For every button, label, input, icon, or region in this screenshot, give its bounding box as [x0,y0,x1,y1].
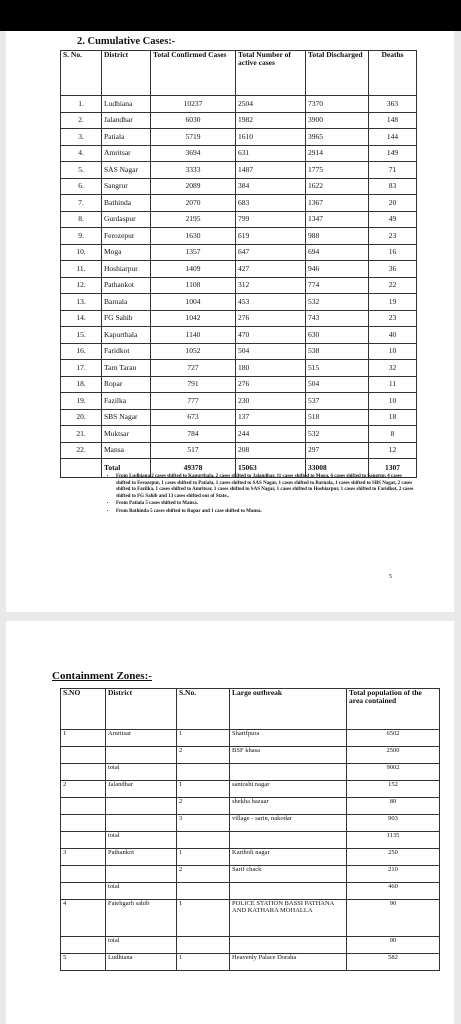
table-cell: Amritsar [106,730,177,747]
table-cell: 17. [61,360,102,377]
table-cell: 208 [236,442,306,459]
table-cell: Mansa [102,442,151,459]
table-cell: 18 [369,409,417,426]
table-cell: 791 [151,376,236,393]
table-row [61,129,417,146]
notes-list [104,474,416,516]
containment-zones-heading: Containment Zones:- [52,670,152,682]
table-cell [61,815,106,832]
table-row [61,294,417,311]
table-cell: 2 [177,747,230,764]
table-cell: 36 [369,261,417,278]
table-row [61,211,417,228]
table-cell: 1622 [306,178,369,195]
table-cell: 2914 [306,145,369,162]
table-cell [61,747,106,764]
total-cell: Total [102,459,151,478]
table-row [61,360,417,377]
table-cell: 20 [369,195,417,212]
table-cell: 3965 [306,129,369,146]
table-cell: 83 [369,178,417,195]
note-item: • From Patiala 5 cases shifted to Mansa. [116,501,416,508]
note-item: • From Bathinda 5 cases shifted to Ropar and 1 case shifted to Mansa. [116,509,416,516]
table-cell: 384 [236,178,306,195]
table-cell: Fazilka [102,393,151,410]
table-cell: 40 [369,327,417,344]
table-cell: 2 [61,781,106,798]
table-cell: 144 [369,129,417,146]
table-cell: 1042 [151,310,236,327]
col-deaths: Deaths [369,51,417,96]
table-cell: 1630 [151,228,236,245]
table-row [61,195,417,212]
table-cell: 784 [151,426,236,443]
table-cell: Sharifpura [230,730,347,747]
table-cell: Bathinda [102,195,151,212]
table-cell: 694 [306,244,369,261]
table-cell [230,883,347,900]
total-cell [61,459,102,478]
table-cell: 5719 [151,129,236,146]
table-cell: POLICE STATION BASSI PATHANA AND KATHARA MOHALLA [230,900,347,937]
table-cell: 1409 [151,261,236,278]
table-row [61,409,417,426]
table-row [61,261,417,278]
table-cell: 1982 [236,112,306,129]
table-cell: 532 [306,426,369,443]
table-cell: 80 [347,798,440,815]
table-cell: 5. [61,162,102,179]
table-cell: 903 [347,815,440,832]
table-header-row [61,689,440,730]
table-cell: 453 [236,294,306,311]
table-cell: shekha bazaar [230,798,347,815]
table-cell: Pathankot [102,277,151,294]
table-row [61,883,440,900]
table-row [61,343,417,360]
cumulative-cases-table [60,50,417,478]
table-cell: 14. [61,310,102,327]
table-row [61,112,417,129]
table-cell: 276 [236,376,306,393]
table-cell [106,866,177,883]
table-row [61,393,417,410]
table-cell: 13. [61,294,102,311]
table-cell: 5 [61,954,106,971]
table-cell: 21. [61,426,102,443]
table-cell: 6030 [151,112,236,129]
table-cell [177,832,230,849]
table-cell: Kartholi nagar [230,849,347,866]
table-row [61,277,417,294]
table-cell: 15. [61,327,102,344]
col-district: District [106,689,177,730]
table-cell: Gurdaspur [102,211,151,228]
table-cell [230,832,347,849]
table-cell: 18. [61,376,102,393]
table-cell: 9. [61,228,102,245]
table-cell: 2195 [151,211,236,228]
table-cell: 3 [61,849,106,866]
table-cell: total [106,764,177,781]
table-cell: 2. [61,112,102,129]
table-cell: 297 [306,442,369,459]
table-cell [61,937,106,954]
table-cell: 149 [369,145,417,162]
table-cell: 504 [236,343,306,360]
table-cell: 517 [151,442,236,459]
table-cell: 582 [347,954,440,971]
table-cell: FG Sahib [102,310,151,327]
table-row [61,426,417,443]
table-cell: 210 [347,866,440,883]
table-cell: 16. [61,343,102,360]
table-row [61,781,440,798]
table-cell: Hoshiarpur [102,261,151,278]
table-cell: 10 [369,343,417,360]
table-cell: 683 [236,195,306,212]
table-cell: 7. [61,195,102,212]
table-cell: 538 [306,343,369,360]
table-cell: 799 [236,211,306,228]
table-cell: 4. [61,145,102,162]
cumulative-cases-heading: 2. Cumulative Cases:- [77,36,176,47]
table-cell [106,815,177,832]
table-cell: Moga [102,244,151,261]
table-cell: 148 [369,112,417,129]
table-row [61,178,417,195]
table-cell: 1135 [347,832,440,849]
table-cell: 10 [369,393,417,410]
table-cell: Jalandhar [106,781,177,798]
table-cell: 16 [369,244,417,261]
table-cell: Sangrur [102,178,151,195]
table-cell: 11 [369,376,417,393]
table-cell: 1347 [306,211,369,228]
table-cell: 12. [61,277,102,294]
document-page-2 [6,621,454,1024]
note-item: • From Ludhiana 2 cases shifted to Kapurthala, 2 cases shifted to Jalandhar, 11 cases shifted to Moga, 6 cases shifted to Sangrur, 4 cases shifted to Ferozepur, 1 cases shifted to Patiala, 1 cases shifted to SAS Nagar, 1 cases shifted to Barnala, 1 cases shifted to SBS Nagar, 2 cases shifted to Fazilka, 1 cases shifted to Amritsar, 1 cases shifted to SAS Nagar, 1 cases shifted to Hoshiarpur, 1 cases shifted to Faridkot, 2 cases shifted to FG Sahib and 13 cases shifted out of State.. [116,474,416,500]
total-cell: 49378 [151,459,236,478]
col-sub-sno: S.No. [177,689,230,730]
table-cell: 2500 [347,747,440,764]
table-cell [177,764,230,781]
table-row [61,327,417,344]
table-cell: 4 [61,900,106,937]
table-cell: 504 [306,376,369,393]
col-sno: S. No. [61,51,102,96]
col-total-population: Total population of the area contained [347,689,440,730]
table-cell: 7370 [306,96,369,113]
page-number: 5 [389,574,392,580]
table-header-row [61,51,417,96]
table-cell: total [106,883,177,900]
table-cell: Heavenly Palace Doraha [230,954,347,971]
table-cell: 3333 [151,162,236,179]
table-cell: 774 [306,277,369,294]
table-cell: 2 [177,866,230,883]
table-cell: 3900 [306,112,369,129]
table-cell [61,832,106,849]
table-cell: 22. [61,442,102,459]
table-row [61,764,440,781]
table-cell [106,747,177,764]
table-cell: 1357 [151,244,236,261]
total-cell: 33008 [306,459,369,478]
table-cell: 23 [369,228,417,245]
col-discharged: Total Discharged [306,51,369,96]
table-cell: 71 [369,162,417,179]
table-cell: total [106,937,177,954]
table-cell: 1 [61,730,106,747]
col-sno: S.NO [61,689,106,730]
table-cell: 2089 [151,178,236,195]
table-cell: 1 [177,730,230,747]
table-cell: 537 [306,393,369,410]
table-row [61,849,440,866]
table-cell: 2070 [151,195,236,212]
table-row [61,954,440,971]
table-cell: 6. [61,178,102,195]
table-cell: 11. [61,261,102,278]
table-cell: village - sarin, nakodar [230,815,347,832]
table-cell: 777 [151,393,236,410]
table-cell: 518 [306,409,369,426]
table-row [61,96,417,113]
table-row [61,228,417,245]
table-cell: 1004 [151,294,236,311]
table-cell: Kapurthala [102,327,151,344]
table-cell: 1052 [151,343,236,360]
table-cell: 250 [347,849,440,866]
col-district: District [102,51,151,96]
table-cell: 49 [369,211,417,228]
table-cell: 244 [236,426,306,443]
table-cell [61,798,106,815]
table-row [61,937,440,954]
table-cell: Pathankot [106,849,177,866]
table-cell: 460 [347,883,440,900]
table-cell [61,764,106,781]
table-cell: Amritsar [102,145,151,162]
table-cell: 12 [369,442,417,459]
table-row [61,798,440,815]
table-cell: Patiala [102,129,151,146]
table-cell: 3 [177,815,230,832]
table-row [61,866,440,883]
col-active: Total Number of active cases [236,51,306,96]
table-cell: 1610 [236,129,306,146]
table-cell: 3694 [151,145,236,162]
table-cell: Muktsar [102,426,151,443]
table-cell: 90 [347,937,440,954]
table-cell: 631 [236,145,306,162]
table-cell: 9002 [347,764,440,781]
table-cell: Sarif chack [230,866,347,883]
table-row [61,244,417,261]
table-cell: 743 [306,310,369,327]
table-cell: 1775 [306,162,369,179]
table-cell [61,866,106,883]
table-row [61,900,440,937]
table-row [61,730,440,747]
table-cell: 1 [177,900,230,937]
table-cell: 1 [177,954,230,971]
table-cell: 673 [151,409,236,426]
table-cell: 1 [177,781,230,798]
table-cell: Ferozepur [102,228,151,245]
table-cell: Fatehgarh sahib [106,900,177,937]
table-row [61,162,417,179]
table-cell: 230 [236,393,306,410]
table-cell: santoshi nagar [230,781,347,798]
table-cell: 22 [369,277,417,294]
table-cell: 2 [177,798,230,815]
table-cell: 312 [236,277,306,294]
table-cell: Ropar [102,376,151,393]
table-cell: 1108 [151,277,236,294]
table-cell: 946 [306,261,369,278]
table-cell: 427 [236,261,306,278]
table-cell: SBS Nagar [102,409,151,426]
table-cell: 727 [151,360,236,377]
table-cell: 1 [177,849,230,866]
table-cell: 8. [61,211,102,228]
table-cell [61,883,106,900]
table-cell [177,883,230,900]
table-row [61,145,417,162]
table-cell: 180 [236,360,306,377]
table-cell: 647 [236,244,306,261]
col-total-confirmed: Total Confirmed Cases [151,51,236,96]
table-cell: 152 [347,781,440,798]
total-cell: 1307 [369,459,417,478]
table-cell: 619 [236,228,306,245]
table-cell: 363 [369,96,417,113]
table-cell: BSF khasa [230,747,347,764]
table-cell: 10237 [151,96,236,113]
table-cell: 470 [236,327,306,344]
col-large-outbreak: Large outbreak [230,689,347,730]
table-cell: Barnala [102,294,151,311]
table-cell [230,764,347,781]
table-row [61,832,440,849]
table-cell [230,937,347,954]
table-cell: 1140 [151,327,236,344]
table-cell: 276 [236,310,306,327]
table-cell: 8 [369,426,417,443]
table-cell: 1487 [236,162,306,179]
table-cell: Faridkot [102,343,151,360]
table-cell [177,937,230,954]
table-cell: 988 [306,228,369,245]
table-cell: 630 [306,327,369,344]
table-cell: Ludhiana [106,954,177,971]
table-cell: 90 [347,900,440,937]
table-cell: total [106,832,177,849]
table-row [61,747,440,764]
table-cell: 1. [61,96,102,113]
table-row [61,815,440,832]
document-page-1 [6,31,454,612]
table-cell: 19 [369,294,417,311]
table-cell [106,798,177,815]
table-cell: Tarn Taran [102,360,151,377]
table-cell: Ludhiana [102,96,151,113]
table-cell: 20. [61,409,102,426]
table-cell: 1367 [306,195,369,212]
containment-zones-table [60,688,440,971]
table-row [61,310,417,327]
table-cell: SAS Nagar [102,162,151,179]
table-cell: 32 [369,360,417,377]
table-cell: 10. [61,244,102,261]
status-bar [0,0,461,31]
table-cell: 515 [306,360,369,377]
total-cell: 15063 [236,459,306,478]
table-row [61,376,417,393]
table-row [61,442,417,459]
table-cell: 2504 [236,96,306,113]
table-cell: 6502 [347,730,440,747]
table-cell: 23 [369,310,417,327]
table-cell: 532 [306,294,369,311]
table-cell: 19. [61,393,102,410]
table-cell: 3. [61,129,102,146]
table-cell: Jalandhar [102,112,151,129]
table-cell: 137 [236,409,306,426]
